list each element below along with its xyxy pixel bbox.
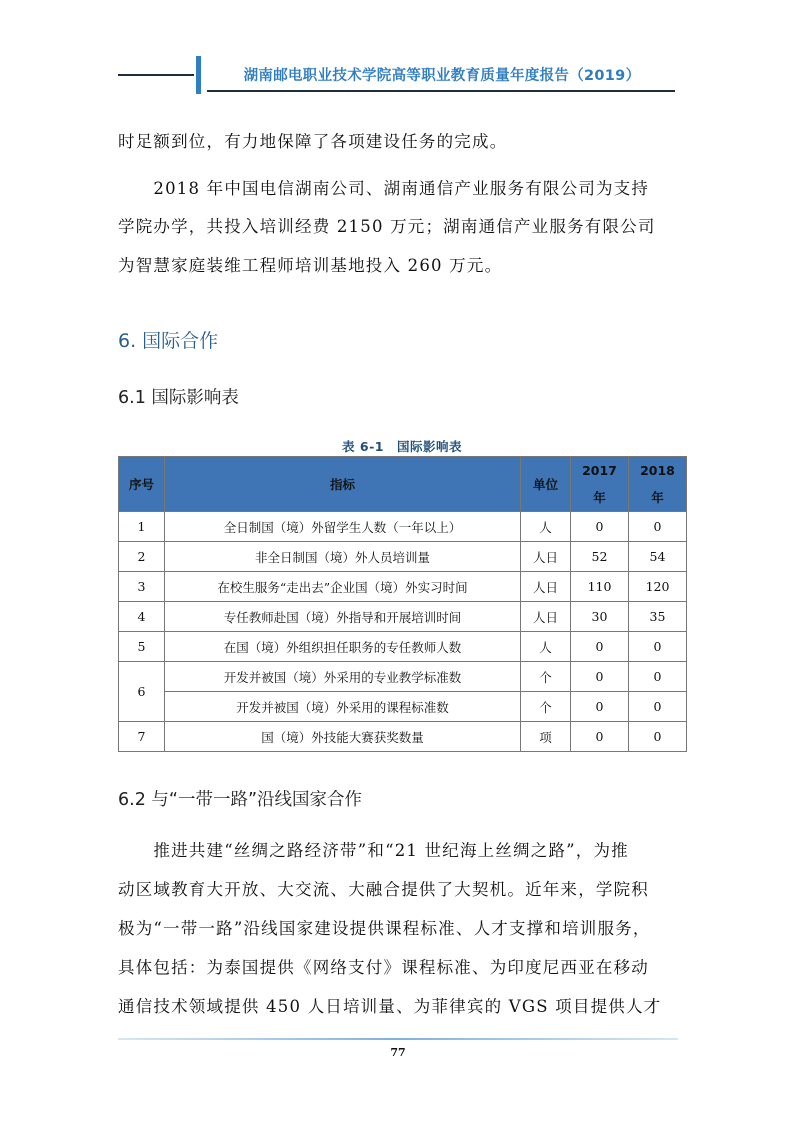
cell-seq: 6	[119, 662, 165, 722]
table-row	[119, 632, 687, 662]
cell-indicator: 在国（境）外组织担任职务的专任教师人数	[165, 632, 521, 662]
cell-unit: 个	[521, 692, 571, 722]
page-number: 77	[390, 1046, 406, 1059]
report-header-title: 湖南邮电职业技术学院高等职业教育质量年度报告（2019）	[243, 68, 641, 84]
cell-unit: 人日	[521, 572, 571, 602]
cell-unit: 人	[521, 512, 571, 542]
table-header-row	[119, 457, 687, 512]
header-2018-year: 2018	[640, 463, 675, 478]
cell-2017: 0	[571, 632, 629, 662]
cell-2018: 0	[629, 632, 687, 662]
paragraph-line: 具体包括：为泰国提供《网络支付》课程标准、为印度尼西亚在移动	[118, 958, 649, 977]
cell-2018: 0	[629, 722, 687, 752]
cell-indicator: 开发并被国（境）外采用的专业教学标准数	[165, 662, 521, 692]
cell-2017: 0	[571, 722, 629, 752]
cell-2017: 0	[571, 662, 629, 692]
table-row	[119, 542, 687, 572]
cell-2017: 30	[571, 602, 629, 632]
paragraph-line: 时足额到位，有力地保障了各项建设任务的完成。	[118, 132, 508, 151]
header-seq: 序号	[119, 457, 165, 512]
cell-indicator: 专任教师赴国（境）外指导和开展培训时间	[165, 602, 521, 632]
header-rule-left	[118, 74, 194, 76]
cell-unit: 人日	[521, 542, 571, 572]
international-influence-table	[118, 456, 687, 752]
table-row	[119, 722, 687, 752]
header-indicator: 指标	[165, 457, 521, 512]
cell-unit: 个	[521, 662, 571, 692]
paragraph-line: 通信技术领域提供 450 人日培训量、为菲律宾的 VGS 项目提供人才	[118, 997, 662, 1016]
paragraph-line: 极为“一带一路”沿线国家建设提供课程标准、人才支撑和培训服务，	[118, 919, 651, 938]
cell-indicator: 非全日制国（境）外人员培训量	[165, 542, 521, 572]
cell-unit: 人日	[521, 602, 571, 632]
cell-seq: 7	[119, 722, 165, 752]
cell-2017: 0	[571, 692, 629, 722]
paragraph-line: 2018 年中国电信湖南公司、湖南通信产业服务有限公司为支持	[118, 179, 650, 198]
paragraph-line: 推进共建“丝绸之路经济带”和“21 世纪海上丝绸之路”，为推	[118, 841, 629, 860]
cell-seq: 2	[119, 542, 165, 572]
cell-2018: 54	[629, 542, 687, 572]
cell-2018: 0	[629, 692, 687, 722]
cell-2018: 35	[629, 602, 687, 632]
subsection-heading-influence-table: 6.1 国际影响表	[118, 388, 239, 408]
cell-seq: 5	[119, 632, 165, 662]
cell-2017: 0	[571, 512, 629, 542]
cell-2018: 0	[629, 512, 687, 542]
paragraph-line: 为智慧家庭装维工程师培训基地投入 260 万元。	[118, 256, 503, 275]
header-2018	[629, 457, 687, 512]
table-caption: 表 6-1 国际影响表	[342, 439, 462, 454]
header-2017	[571, 457, 629, 512]
header-accent-bar	[196, 56, 201, 94]
header-rule-right	[207, 90, 675, 92]
cell-indicator: 开发并被国（境）外采用的课程标准数	[165, 692, 521, 722]
subsection-heading-belt-and-road: 6.2 与“一带一路”沿线国家合作	[118, 790, 363, 810]
cell-indicator: 在校生服务“走出去”企业国（境）外实习时间	[165, 572, 521, 602]
paragraph-line: 学院办学，共投入培训经费 2150 万元；湖南通信产业服务有限公司	[118, 217, 656, 236]
header-2018-suffix: 年	[651, 490, 664, 505]
table-row	[119, 692, 687, 722]
cell-seq: 4	[119, 602, 165, 632]
header-2017-year: 2017	[582, 463, 617, 478]
cell-unit: 人	[521, 632, 571, 662]
header-2017-suffix: 年	[593, 490, 606, 505]
cell-indicator: 全日制国（境）外留学生人数（一年以上）	[165, 512, 521, 542]
paragraph-line: 动区域教育大开放、大交流、大融合提供了大契机。近年来，学院积	[118, 880, 649, 899]
table-row	[119, 572, 687, 602]
footer-rule	[118, 1038, 678, 1040]
cell-2017: 52	[571, 542, 629, 572]
table-row	[119, 512, 687, 542]
table-row	[119, 662, 687, 692]
cell-seq: 3	[119, 572, 165, 602]
section-heading-international-cooperation: 6. 国际合作	[118, 330, 219, 352]
cell-unit: 项	[521, 722, 571, 752]
cell-seq: 1	[119, 512, 165, 542]
table-row	[119, 602, 687, 632]
cell-2018: 120	[629, 572, 687, 602]
cell-2017: 110	[571, 572, 629, 602]
header-unit: 单位	[521, 457, 571, 512]
cell-2018: 0	[629, 662, 687, 692]
cell-indicator: 国（境）外技能大赛获奖数量	[165, 722, 521, 752]
